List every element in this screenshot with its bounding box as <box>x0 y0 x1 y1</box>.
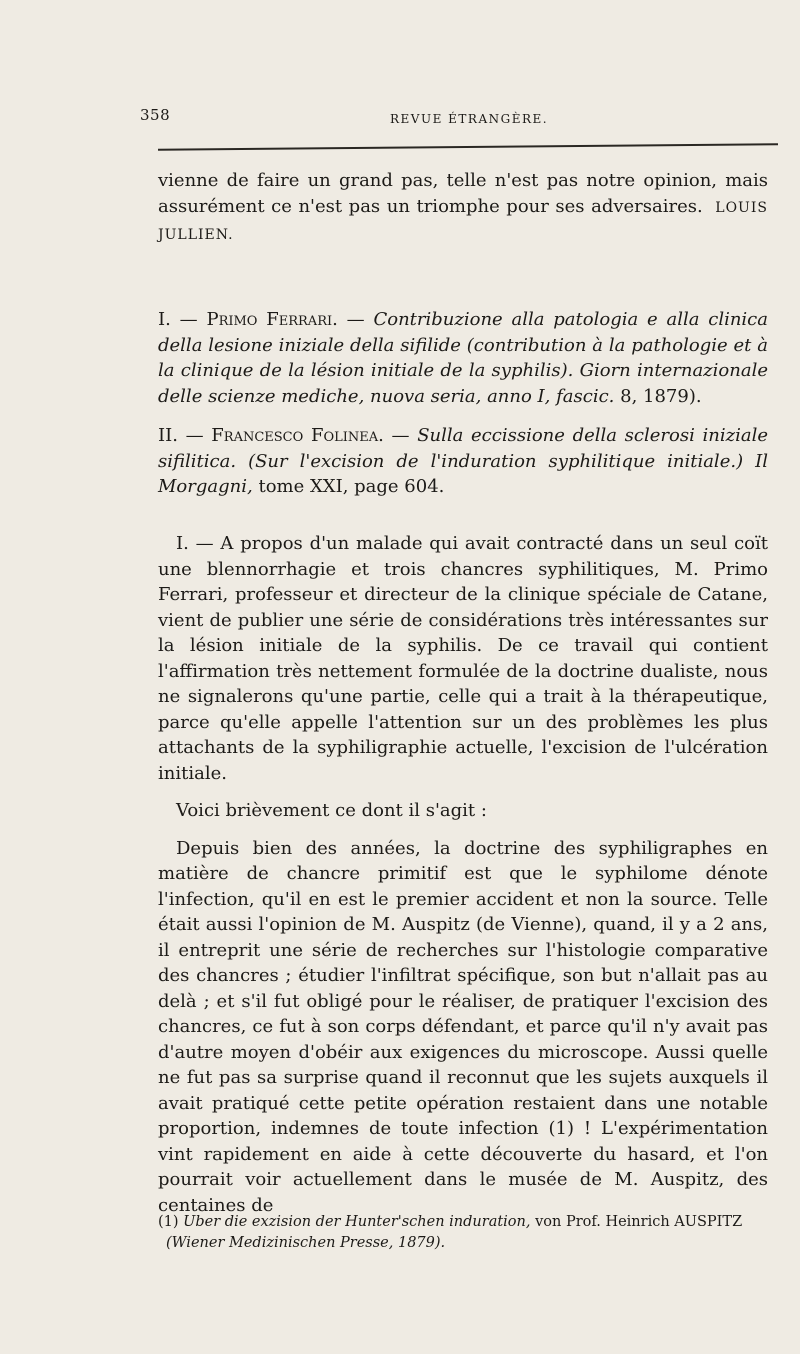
footnote-line <box>158 1212 768 1233</box>
reference-dash: — <box>337 309 374 330</box>
reference-author: Francesco Folinea. <box>211 425 384 446</box>
header-rule <box>158 143 778 150</box>
footnote-source-text: (Wiener Medizinischen Presse, 1879). <box>166 1235 446 1251</box>
reference-number: II. — <box>158 425 204 446</box>
footnote <box>158 1212 768 1254</box>
reference-journal: Il Morgagni, <box>158 450 768 497</box>
page-header <box>140 106 770 132</box>
footnote-title: Uber die exzision der Hunter'schen induration, <box>183 1214 531 1230</box>
running-head: REVUE ÉTRANGÈRE. <box>390 112 549 126</box>
body-paragraph: Depuis bien des années, la doctrine des syphiligraphes en matière de chancre primitif est que le syphilome dénote l'infection, qu'il en est le premier accident et non la source. Telle était aussi l'opinion de M. Auspitz (de Vienne), quand, il y a 2 ans, il entreprit une série de recherches sur l'histologie comparative des chancres ; étudier l'infiltrat spécifique, son but n'allait pas au delà ; et s'il fut obligé pour le réaliser, de pratiquer l'excision des chancres, ce fut à son corps défendant, et parce qu'il n'y avait pas d'autre moyen d'obéir aux exigences du microscope. Aussi quelle ne fut pas sa surprise quand il reconnut que les sujets auxquels il avait pratiqué cette petite opération restaient dans une notable proportion, indemnes de toute infection (1) ! L'expérimentation vint rapidement en aide à cette découverte du hasard, et l'on pourrait voir actuellement dans le musée de M. Auspitz, des centaines de <box>158 837 768 1216</box>
footnote-marker: (1) <box>158 1214 179 1230</box>
author-signature: LOUIS JULLIEN. <box>158 199 768 243</box>
reference-item <box>158 423 768 500</box>
footnote-source <box>158 1233 768 1254</box>
body-paragraph: I. — A propos d'un malade qui avait contracté dans un seul coït une blennorrhagie et trois chancres syphilitiques, M. Primo Ferrari, professeur et directeur de la clinique spéciale de Catane, vient de publier une série de considérations très intéressantes sur la lésion initiale de la syphilis. De ce travail qui contient l'affirmation très nettement formulée de la doctrine dualiste, nous ne signalerons qu'une partie, celle qui a trait à la thérapeutique, parce qu'elle appelle l'attention sur un des problèmes les plus attachants de la syphiligraphie actuelle, l'excision de l'ulcération initiale. <box>158 533 768 784</box>
reference-title-italian: Contribuzione alla patologia e alla clinica della lesione iniziale della sifilide <box>158 309 768 356</box>
reference-journal: Giorn internazionale delle scienze mediche, nuova seria, anno I, fascic. <box>158 360 768 407</box>
reference-title-french: (contribution à la pathologie et à la clinique de la lésion initiale de la syphilis). <box>158 334 768 381</box>
reference-title-italian: Sulla eccissione della sclerosi iniziale sifilitica. <box>158 425 768 472</box>
intro-paragraph <box>158 168 768 249</box>
main-article-body <box>158 531 768 1218</box>
references-block <box>158 307 768 500</box>
footnote-author: von Prof. Heinrich AUSPITZ <box>530 1214 743 1230</box>
reference-number: I. — <box>158 309 198 330</box>
reference-details: 8, 1879). <box>614 385 702 407</box>
reference-dash: — <box>383 425 418 446</box>
reference-item <box>158 307 768 409</box>
intro-text: vienne de faire un grand pas, telle n'est pas notre opinion, mais assurément ce n'est pas un triomphe pour ses adversaires. <box>158 170 768 217</box>
body-paragraph: Voici brièvement ce dont il s'agit : <box>176 800 487 821</box>
reference-title-french: (Sur l'excision de l'induration syphilitique initiale.) <box>248 450 744 472</box>
reference-details: tome XXI, page 604. <box>252 476 445 497</box>
page-number: 358 <box>140 106 171 124</box>
reference-author: Primo Ferrari. <box>206 309 338 330</box>
